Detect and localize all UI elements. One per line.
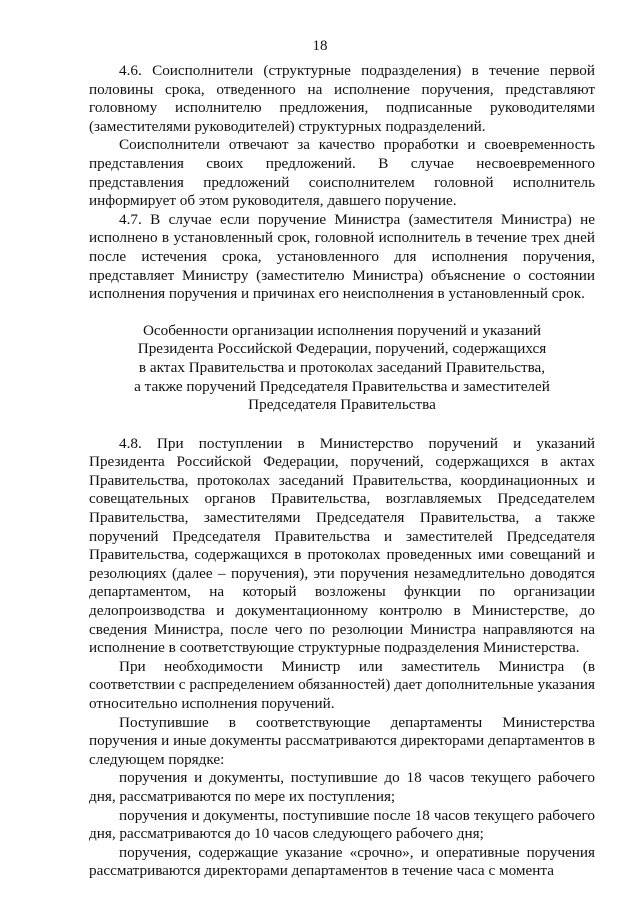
page-number: 18 (312, 38, 328, 54)
list-item-after-18: поручения и документы, поступившие после 18 часов текущего рабочего дня, рассматриваются до 10 часов следующего рабочего дня; (89, 806, 595, 843)
section-heading-line: Особенности организации исполнения поручений и указаний (142, 321, 542, 339)
section-heading (89, 322, 595, 415)
section-heading-line: в актах Правительства и протоколах заседаний Правительства, (138, 358, 546, 376)
paragraph-review-order: Поступившие в соответствующие департаменты Министерства поручения и иные документы рассматриваются директорами департаментов в следующем порядке: (89, 713, 595, 768)
list-item-before-18: поручения и документы, поступившие до 18 часов текущего рабочего дня, рассматриваются по мере их поступления; (89, 769, 595, 805)
paragraph-4-8: 4.8. При поступлении в Министерство поручений и указаний Президента Российской Федерации, поручений, содержащихся в актах Правительства, протоколах заседаний Правительства, координационных и совещательных органов Правительства, возглавляемых Председателем Правительства, заместителями Председателя Правительства, а также поручений Председателя Правительства и заместителей Председателя Правительства, содержащихся в протоколах проведенных ими совещаний и резолюциях (далее – поручения), эти поручения незамедлительно доводятся департаментом, на который возложены функции по организации делопроизводства и документационному контролю в Министерстве, до сведения Министра, после чего по резолюции Министра направляются на исполнение в соответствующие структурные подразделения Министерства. (89, 434, 595, 657)
paragraph-coexecutors: Соисполнители отвечают за качество проработки и своевременность представления своих предложений. В случае несвоевременного представления предложений соисполнителем головной исполнитель информирует об этом руководителя, давшего поручение. (89, 136, 595, 210)
section-heading-line: Председателя Правительства (248, 396, 436, 414)
section-heading-line: а также поручений Председателя Правительства и заместителей (134, 377, 550, 395)
list-item-urgent: поручения, содержащие указание «срочно», и оперативные поручения рассматриваются директорами департаментов в течение часа с момента (89, 843, 595, 880)
document-body (89, 62, 595, 881)
section-heading-line: Президента Российской Федерации, поручений, содержащихся (137, 340, 547, 358)
paragraph-additional-instructions: При необходимости Министр или заместитель Министра (в соответствии с распределением обязанностей) дает дополнительные указания относительно исполнения поручений. (89, 657, 595, 712)
paragraph-4-6: 4.6. Соисполнители (структурные подразделения) в течение первой половины срока, отведенного на исполнение поручения, представляют головному исполнителю предложения, подписанные руководителями (заместителями руководителей) структурных подразделений. (89, 62, 595, 135)
paragraph-4-7: 4.7. В случае если поручение Министра (заместителя Министра) не исполнено в установленный срок, головной исполнитель в течение трех дней после истечения срока, установленного для исполнения поручения, представляет Министру (заместителю Министра) объяснение о состоянии исполнения поручения и причинах его неисполнения в установленный срок. (89, 210, 595, 303)
